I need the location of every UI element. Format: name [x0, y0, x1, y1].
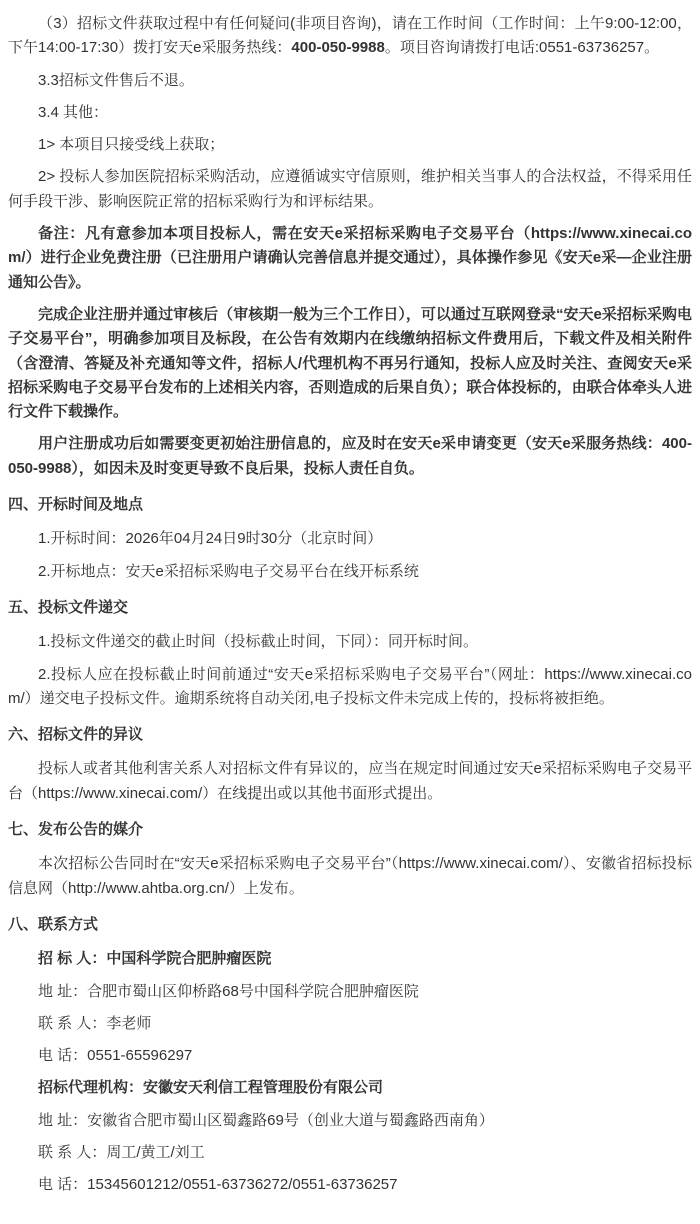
para-agency-contact: 联 系 人：周工/黄工/刘工 [38, 1143, 205, 1161]
para-objection-body: 投标人或者其他利害关系人对招标文件有异议的，应当在规定时间通过安天e采招标采购电子交易平台（https://www.xinecai.com/）在线提出或以其他书面形式提出。 [8, 760, 692, 802]
heading-contact-info: 八、联系方式 [8, 915, 99, 933]
para-tenderee-phone: 电 话：0551-65596297 [38, 1047, 193, 1065]
para-file-acquisition-hotline [8, 12, 692, 61]
heading-bid-opening: 四、开标时间及地点 [8, 496, 144, 514]
para-no-refund: 3.3招标文件售后不退。 [38, 71, 194, 89]
para-submission-method: 2.投标人应在投标截止时间前通过“安天e采招标采购电子交易平台”（网址：https://www.xinecai.com/）递交电子投标文件。逾期系统将自动关闭,电子投标文件未完成上传的，投标将被拒绝。 [8, 665, 692, 707]
para-tenderee-contact: 联 系 人：李老师 [38, 1014, 152, 1032]
acquisition-note-prefix: （3）招标文件获取过程中有任何疑问(非项目咨询)，请在工作时间（工作时间：上午9:00-12:00，下午14:00-17:30）拨打安天e采服务热线： [8, 15, 692, 57]
para-agency-phone: 电 话：15345601212/0551-63736272/0551-63736257 [38, 1176, 398, 1194]
para-others-label: 3.4 其他： [38, 103, 109, 121]
para-media-body: 本次招标公告同时在“安天e采招标采购电子交易平台”（https://www.xinecai.com/）、安徽省招标投标信息网（http://www.ahtba.org.cn/）上发布。 [8, 855, 692, 897]
para-other-item-2: 2> 投标人参加医院招标采购活动，应遵循诚实守信原则，维护相关当事人的合法权益，不得采用任何手段干涉、影响医院正常的招标采购行为和评标结果。 [8, 168, 692, 210]
acquisition-note-suffix: 。项目咨询请拨打电话:0551-63736257。 [384, 39, 660, 57]
para-registration-process: 完成企业注册并通过审核后（审核期一般为三个工作日），可以通过互联网登录“安天e采招标采购电子交易平台”，明确参加项目及标段，在公告有效期内在线缴纳招标文件费用后，下载文件及相关附件（含澄清、答疑及补充通知等文件，招标人/代理机构不再另行通知，投标人应及时关注、查阅安天e采招标采购电子交易平台发布的上述相关内容，否则造成的后果自负）；联合体投标的，由联合体牵头人进行文件下载操作。 [8, 305, 692, 421]
para-other-item-1: 1> 本项目只接受线上获取； [38, 136, 225, 154]
para-tenderee-address: 地 址：合肥市蜀山区仰桥路68号中国科学院合肥肿瘤医院 [38, 982, 419, 1000]
para-registration-change: 用户注册成功后如需要变更初始注册信息的，应及时在安天e采申请变更（安天e采服务热线：400-050-9988），如因未及时变更导致不良后果，投标人责任自负。 [8, 435, 692, 477]
para-agency-name: 招标代理机构：安徽安天利信工程管理股份有限公司 [38, 1079, 384, 1097]
para-opening-time: 1.开标时间：2026年04月24日9时30分（北京时间） [38, 530, 383, 548]
heading-announcement-media: 七、发布公告的媒介 [8, 821, 144, 839]
para-remark-registration: 备注：凡有意参加本项目投标人，需在安天e采招标采购电子交易平台（https://www.xinecai.com/）进行企业免费注册（已注册用户请确认完善信息并提交通过），具体操作参见《安天e采—企业注册通知公告》。 [8, 225, 692, 291]
para-submission-deadline: 1.投标文件递交的截止时间（投标截止时间，下同）：同开标时间。 [38, 633, 479, 651]
heading-objection: 六、招标文件的异议 [8, 726, 144, 744]
para-agency-address: 地 址：安徽省合肥市蜀山区蜀鑫路69号（创业大道与蜀鑫路西南角） [38, 1111, 494, 1129]
para-tenderee-name: 招 标 人：中国科学院合肥肿瘤医院 [38, 950, 272, 968]
heading-bid-submission: 五、投标文件递交 [8, 598, 129, 616]
para-opening-place: 2.开标地点：安天e采招标采购电子交易平台在线开标系统 [38, 562, 419, 580]
service-hotline-number: 400-050-9988 [291, 39, 385, 57]
